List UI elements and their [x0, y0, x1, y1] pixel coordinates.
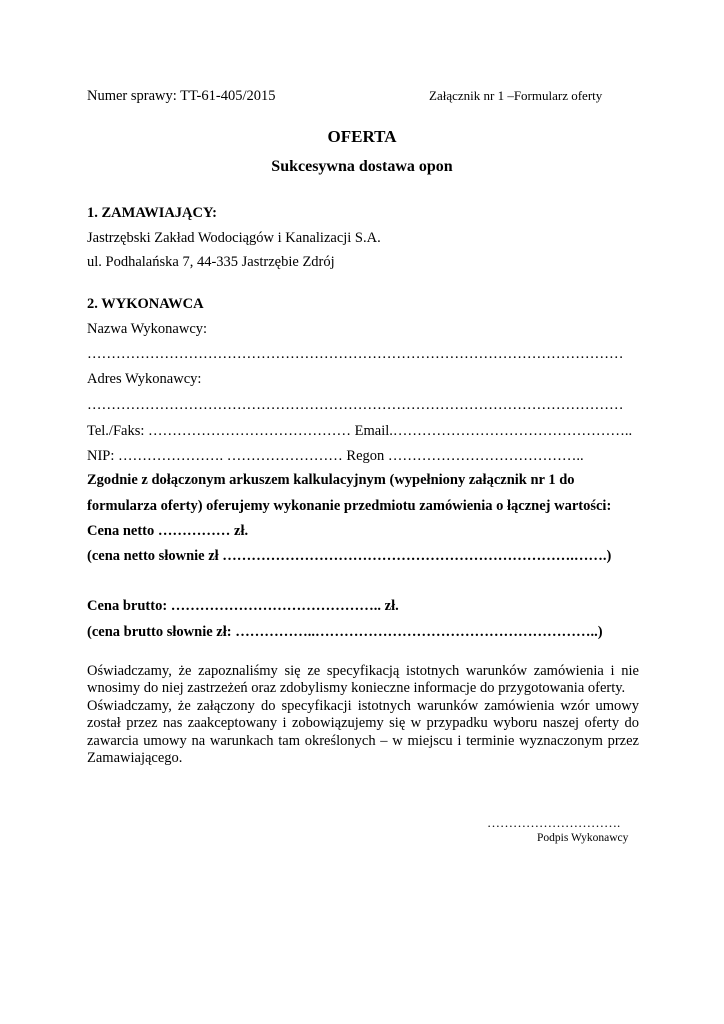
contractor-name-field[interactable]: ………………………………………………………………………………………………… [87, 346, 624, 362]
nip-regon-field[interactable]: NIP: …………………. …………………… Regon ………………………………….. [87, 448, 584, 464]
orderer-name: Jastrzębski Zakład Wodociągów i Kanalizacji S.A. [87, 230, 381, 246]
attachment-label: Załącznik nr 1 –Formularz oferty [429, 88, 603, 103]
declaration-paragraph-2: Oświadczamy, że załączony do specyfikacji istotnych warunków zamówienia wzór umowy został przez nas zaakceptowany i zobowiązujemy się w przypadku wyboru naszej oferty do zawarcia umowy na warunkach tam określonych – w miejscu i terminie wyznaczonym przez Zamawiającego. [87, 698, 639, 766]
signature-line[interactable]: …………………………. [487, 815, 621, 830]
offer-statement-line2: formularza oferty) oferujemy wykonanie przedmiotu zamówienia o łącznej wartości: [87, 498, 612, 514]
orderer-address: ul. Podhalańska 7, 44-335 Jastrzębie Zdrój [87, 254, 335, 270]
section2-heading: 2. WYKONAWCA [87, 296, 204, 312]
gross-price-field[interactable]: Cena brutto: …………………………………….. zł. [87, 598, 399, 614]
page-subtitle: Sukcesywna dostawa opon [271, 158, 453, 175]
page-title: OFERTA [327, 127, 397, 146]
contractor-address-label: Adres Wykonawcy: [87, 371, 202, 387]
offer-statement-line1: Zgodnie z dołączonym arkuszem kalkulacyjnym (wypełniony załącznik nr 1 do [87, 472, 575, 488]
gross-price-words-field[interactable]: (cena brutto słownie zł: ……………..…………………………………………………..) [87, 624, 603, 640]
contractor-address-field[interactable]: ………………………………………………………………………………………………… [87, 397, 624, 413]
phone-email-field[interactable]: Tel./Faks: …………………………………… Email.………………………………………….. [87, 423, 633, 439]
case-number: Numer sprawy: TT-61-405/2015 [87, 88, 276, 104]
declaration-paragraph-1: Oświadczamy, że zapoznaliśmy się ze specyfikacją istotnych warunków zamówienia i nie wnosimy do niej zastrzeżeń oraz zdobylismy konieczne informacje do przygotowania oferty. [87, 663, 639, 697]
net-price-words-field[interactable]: (cena netto słownie zł ……………………………………………………………….…….) [87, 548, 612, 564]
signature-label: Podpis Wykonawcy [537, 832, 629, 844]
contractor-name-label: Nazwa Wykonawcy: [87, 321, 208, 337]
section1-heading: 1. ZAMAWIAJĄCY: [87, 205, 217, 221]
net-price-field[interactable]: Cena netto …………… zł. [87, 523, 249, 539]
